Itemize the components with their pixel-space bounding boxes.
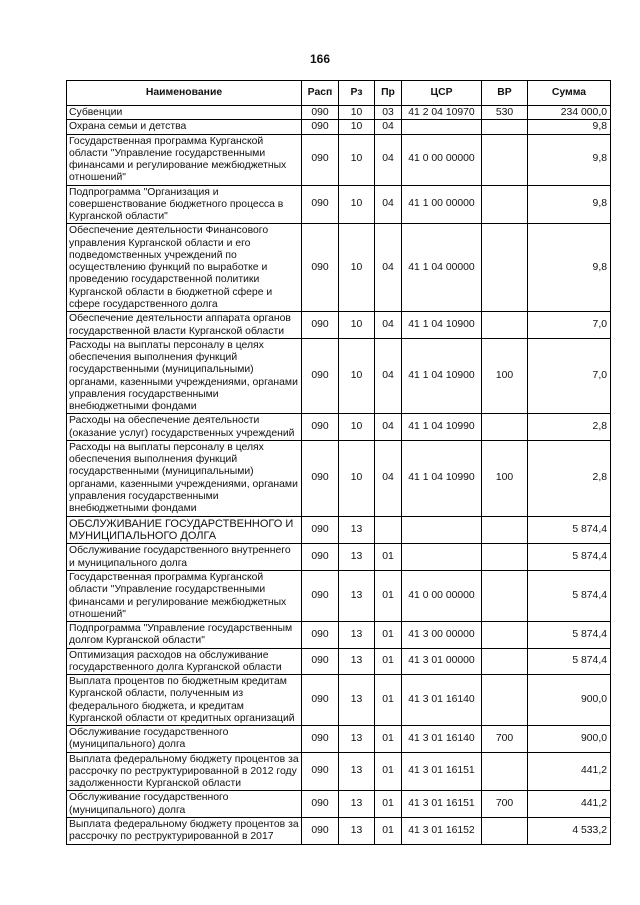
cell-csr: 41 1 04 10900 xyxy=(402,338,482,414)
cell-vr xyxy=(482,312,528,339)
cell-csr: 41 2 04 10970 xyxy=(402,106,482,120)
cell-sum: 2,8 xyxy=(528,414,611,441)
table-row xyxy=(67,134,611,185)
cell-name: Расходы на выплаты персоналу в целях обеспечения выполнения функций государственными (муниципальными) органами, казенными учреждениями, органами управления государственными внебюджетными фондами xyxy=(67,440,302,516)
cell-vr xyxy=(482,120,528,134)
table-row xyxy=(67,752,611,791)
cell-rz: 13 xyxy=(339,516,375,544)
cell-sum: 5 874,4 xyxy=(528,570,611,621)
cell-vr: 700 xyxy=(482,791,528,818)
cell-csr xyxy=(402,120,482,134)
cell-pr: 01 xyxy=(375,648,402,675)
cell-vr: 100 xyxy=(482,440,528,516)
cell-vr: 530 xyxy=(482,106,528,120)
table-row xyxy=(67,570,611,621)
cell-rasp: 090 xyxy=(302,622,339,649)
cell-csr: 41 1 04 10990 xyxy=(402,414,482,441)
cell-vr xyxy=(482,622,528,649)
cell-vr xyxy=(482,544,528,571)
cell-csr: 41 3 01 00000 xyxy=(402,648,482,675)
cell-name: Подпрограмма "Управление государственным долгом Курганской области" xyxy=(67,622,302,649)
cell-sum: 5 874,4 xyxy=(528,622,611,649)
cell-vr xyxy=(482,134,528,185)
cell-vr xyxy=(482,570,528,621)
cell-rasp: 090 xyxy=(302,648,339,675)
cell-sum: 900,0 xyxy=(528,726,611,753)
cell-name: Обслуживание государственного внутреннего и муниципального долга xyxy=(67,544,302,571)
cell-pr: 04 xyxy=(375,312,402,339)
cell-sum: 441,2 xyxy=(528,791,611,818)
cell-name: Обеспечение деятельности Финансового управления Курганской области и его подведомственных учреждений по осуществлению функций по выработке и проведению государственной политики Курганской области в бюджетной сфере и сфере государственного долга xyxy=(67,224,302,312)
cell-rasp: 090 xyxy=(302,338,339,414)
table-row xyxy=(67,675,611,726)
header-csr: ЦСР xyxy=(402,81,482,106)
cell-csr: 41 3 01 16140 xyxy=(402,726,482,753)
cell-name: Обеспечение деятельности аппарата органов государственной власти Курганской области xyxy=(67,312,302,339)
cell-csr: 41 1 00 00000 xyxy=(402,185,482,224)
cell-pr: 04 xyxy=(375,440,402,516)
cell-name: Расходы на обеспечение деятельности (оказание услуг) государственных учреждений xyxy=(67,414,302,441)
cell-sum: 5 874,4 xyxy=(528,648,611,675)
cell-name: Оптимизация расходов на обслуживание государственного долга Курганской области xyxy=(67,648,302,675)
cell-csr: 41 1 04 10990 xyxy=(402,440,482,516)
cell-csr: 41 3 01 16151 xyxy=(402,791,482,818)
cell-rasp: 090 xyxy=(302,134,339,185)
cell-rz: 10 xyxy=(339,224,375,312)
table-row xyxy=(67,648,611,675)
cell-rz: 13 xyxy=(339,726,375,753)
cell-pr: 04 xyxy=(375,338,402,414)
cell-pr: 01 xyxy=(375,544,402,571)
cell-csr xyxy=(402,544,482,571)
cell-rz: 13 xyxy=(339,648,375,675)
cell-rz: 13 xyxy=(339,544,375,571)
cell-csr: 41 3 01 16151 xyxy=(402,752,482,791)
cell-rasp: 090 xyxy=(302,185,339,224)
header-pr: Пр xyxy=(375,81,402,106)
cell-sum: 9,8 xyxy=(528,224,611,312)
cell-pr: 01 xyxy=(375,791,402,818)
cell-rasp: 090 xyxy=(302,516,339,544)
cell-vr xyxy=(482,818,528,845)
table-row xyxy=(67,338,611,414)
table-row xyxy=(67,516,611,544)
table-row xyxy=(67,224,611,312)
cell-csr: 41 3 00 00000 xyxy=(402,622,482,649)
cell-rasp: 090 xyxy=(302,752,339,791)
cell-sum: 234 000,0 xyxy=(528,106,611,120)
cell-rz: 13 xyxy=(339,818,375,845)
cell-vr xyxy=(482,648,528,675)
cell-rz: 13 xyxy=(339,752,375,791)
cell-sum: 5 874,4 xyxy=(528,516,611,544)
cell-sum: 5 874,4 xyxy=(528,544,611,571)
cell-vr xyxy=(482,516,528,544)
cell-rasp: 090 xyxy=(302,818,339,845)
cell-pr: 01 xyxy=(375,570,402,621)
table-header-row xyxy=(67,81,611,106)
cell-rasp: 090 xyxy=(302,544,339,571)
table-row xyxy=(67,544,611,571)
cell-rasp: 090 xyxy=(302,570,339,621)
cell-pr: 01 xyxy=(375,752,402,791)
cell-vr: 700 xyxy=(482,726,528,753)
table-row xyxy=(67,791,611,818)
cell-rasp: 090 xyxy=(302,791,339,818)
cell-sum: 4 533,2 xyxy=(528,818,611,845)
cell-csr: 41 0 00 00000 xyxy=(402,570,482,621)
cell-vr xyxy=(482,752,528,791)
table-row xyxy=(67,312,611,339)
cell-sum: 900,0 xyxy=(528,675,611,726)
cell-pr: 04 xyxy=(375,120,402,134)
cell-pr: 04 xyxy=(375,134,402,185)
cell-name: ОБСЛУЖИВАНИЕ ГОСУДАРСТВЕННОГО И МУНИЦИПАЛЬНОГО ДОЛГА xyxy=(67,516,302,544)
cell-rasp: 090 xyxy=(302,224,339,312)
cell-vr xyxy=(482,414,528,441)
cell-name: Обслуживание государственного (муниципального) долга xyxy=(67,726,302,753)
cell-pr: 01 xyxy=(375,622,402,649)
cell-rz: 10 xyxy=(339,312,375,339)
cell-name: Охрана семьи и детства xyxy=(67,120,302,134)
cell-rasp: 090 xyxy=(302,312,339,339)
cell-rasp: 090 xyxy=(302,675,339,726)
cell-name: Государственная программа Курганской области "Управление государственными финансами и регулирование межбюджетных отношений" xyxy=(67,570,302,621)
table-row xyxy=(67,818,611,845)
page-number: 166 xyxy=(309,52,331,66)
table-row xyxy=(67,120,611,134)
cell-name: Выплата федеральному бюджету процентов за рассрочку по реструктурированной в 2012 году задолженности Курганской области xyxy=(67,752,302,791)
cell-pr: 03 xyxy=(375,106,402,120)
table-row xyxy=(67,440,611,516)
cell-csr: 41 1 04 10900 xyxy=(402,312,482,339)
cell-pr: 04 xyxy=(375,414,402,441)
cell-sum: 9,8 xyxy=(528,134,611,185)
cell-rz: 10 xyxy=(339,106,375,120)
header-sum: Сумма xyxy=(528,81,611,106)
table-row xyxy=(67,414,611,441)
cell-rz: 10 xyxy=(339,120,375,134)
cell-sum: 7,0 xyxy=(528,338,611,414)
cell-vr xyxy=(482,185,528,224)
cell-rasp: 090 xyxy=(302,414,339,441)
cell-vr xyxy=(482,675,528,726)
cell-rasp: 090 xyxy=(302,440,339,516)
cell-pr: 01 xyxy=(375,675,402,726)
cell-rasp: 090 xyxy=(302,120,339,134)
cell-rasp: 090 xyxy=(302,726,339,753)
header-rasp: Расп xyxy=(302,81,339,106)
cell-pr: 04 xyxy=(375,224,402,312)
table-row xyxy=(67,622,611,649)
cell-sum: 9,8 xyxy=(528,120,611,134)
cell-sum: 441,2 xyxy=(528,752,611,791)
cell-sum: 7,0 xyxy=(528,312,611,339)
cell-csr: 41 0 00 00000 xyxy=(402,134,482,185)
cell-csr: 41 3 01 16140 xyxy=(402,675,482,726)
table-body xyxy=(67,106,611,845)
cell-rz: 10 xyxy=(339,440,375,516)
cell-name: Обслуживание государственного (муниципального) долга xyxy=(67,791,302,818)
cell-name: Субвенции xyxy=(67,106,302,120)
cell-name: Государственная программа Курганской области "Управление государственными финансами и регулирование межбюджетных отношений" xyxy=(67,134,302,185)
cell-name: Расходы на выплаты персоналу в целях обеспечения выполнения функций государственными (муниципальными) органами, казенными учреждениями, органами управления государственными внебюджетными фондами xyxy=(67,338,302,414)
header-rz: Рз xyxy=(339,81,375,106)
table-row xyxy=(67,185,611,224)
cell-pr: 04 xyxy=(375,185,402,224)
cell-sum: 9,8 xyxy=(528,185,611,224)
cell-vr: 100 xyxy=(482,338,528,414)
cell-pr xyxy=(375,516,402,544)
cell-csr: 41 1 04 00000 xyxy=(402,224,482,312)
cell-rz: 10 xyxy=(339,338,375,414)
cell-name: Выплата федеральному бюджету процентов за рассрочку по реструктурированной в 2017 xyxy=(67,818,302,845)
cell-rz: 10 xyxy=(339,134,375,185)
table-row xyxy=(67,726,611,753)
cell-rasp: 090 xyxy=(302,106,339,120)
cell-rz: 10 xyxy=(339,185,375,224)
cell-pr: 01 xyxy=(375,726,402,753)
cell-rz: 13 xyxy=(339,675,375,726)
header-name: Наименование xyxy=(67,81,302,106)
cell-rz: 13 xyxy=(339,791,375,818)
table-row xyxy=(67,106,611,120)
cell-name: Выплата процентов по бюджетным кредитам Курганской области, полученным из федерального бюджета, и кредитам Курганской области от кредитных организаций xyxy=(67,675,302,726)
cell-sum: 2,8 xyxy=(528,440,611,516)
cell-csr xyxy=(402,516,482,544)
cell-name: Подпрограмма "Организация и совершенствование бюджетного процесса в Курганской области" xyxy=(67,185,302,224)
budget-table xyxy=(66,80,611,845)
cell-pr: 01 xyxy=(375,818,402,845)
header-vr: ВР xyxy=(482,81,528,106)
cell-rz: 13 xyxy=(339,622,375,649)
cell-vr xyxy=(482,224,528,312)
cell-rz: 10 xyxy=(339,414,375,441)
cell-rz: 13 xyxy=(339,570,375,621)
cell-csr: 41 3 01 16152 xyxy=(402,818,482,845)
